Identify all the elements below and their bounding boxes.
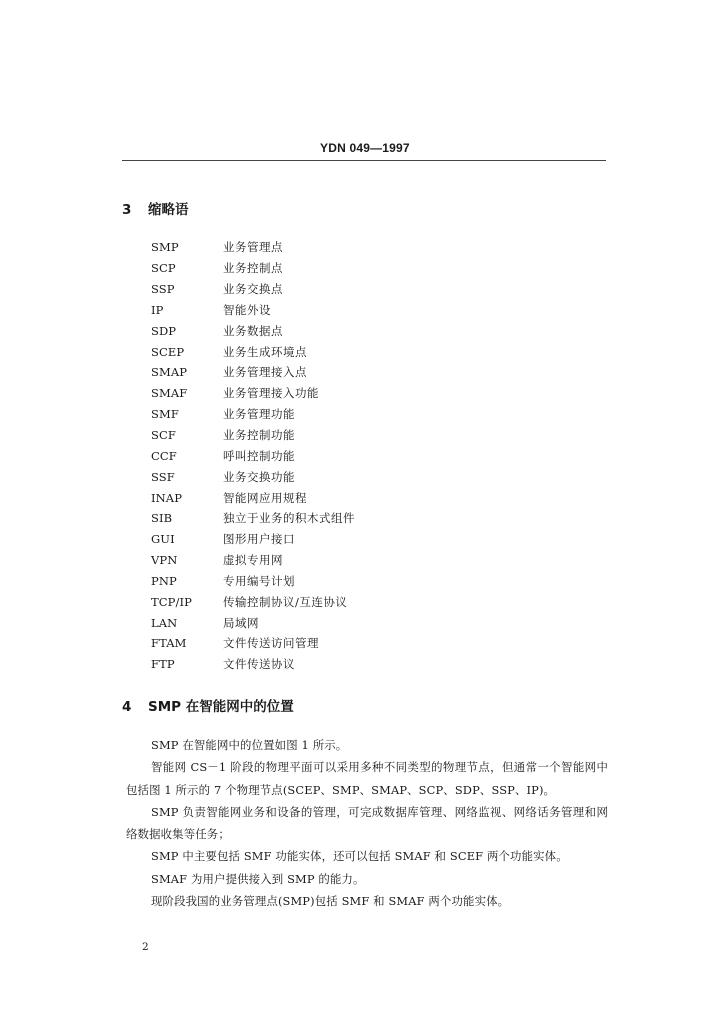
abbreviation-definition: 局域网 xyxy=(223,615,259,630)
abbreviation-row xyxy=(151,425,471,446)
abbreviation-row xyxy=(151,550,471,571)
body-paragraph: SMP 在智能网中的位置如图 1 所示。 xyxy=(151,738,348,752)
abbreviation-definition: 业务数据点 xyxy=(223,323,283,338)
abbreviation-definition: 业务交换功能 xyxy=(223,469,295,484)
abbreviation-term: SDP xyxy=(151,323,177,338)
abbreviation-term: SMAF xyxy=(151,386,188,401)
abbreviation-definition: 呼叫控制功能 xyxy=(223,448,295,463)
abbreviation-term: SCF xyxy=(151,428,176,443)
abbreviation-row xyxy=(151,654,471,675)
abbreviation-term: IP xyxy=(151,302,164,317)
abbreviation-row xyxy=(151,341,471,362)
abbreviation-row xyxy=(151,445,471,466)
abbreviation-row xyxy=(151,466,471,487)
abbreviation-term: SIB xyxy=(151,511,173,526)
section-3-number: 3 xyxy=(122,202,132,218)
abbreviation-definition: 业务生成环境点 xyxy=(223,344,307,359)
abbreviation-row xyxy=(151,612,471,633)
abbreviation-term: SMF xyxy=(151,407,179,422)
abbreviation-definition: 业务交换点 xyxy=(223,282,283,297)
abbreviation-row xyxy=(151,300,471,321)
section-4-title: SMP 在智能网中的位置 xyxy=(148,699,294,715)
body-paragraph: SMAF 为用户提供接入到 SMP 的能力。 xyxy=(151,871,365,886)
body-paragraph: SMP 负责智能网业务和设备的管理，可完成数据库管理、网络监视、网络话务管理和网络数据收集等任务； xyxy=(126,804,608,842)
section-4-number: 4 xyxy=(122,699,132,715)
abbreviation-row xyxy=(151,362,471,383)
abbreviation-definition: 文件传送协议 xyxy=(223,657,295,672)
abbreviation-definition: 业务控制点 xyxy=(223,261,283,276)
abbreviation-term: LAN xyxy=(151,615,178,630)
abbreviation-definition: 图形用户接口 xyxy=(223,532,295,547)
abbreviation-term: FTAM xyxy=(151,636,187,651)
abbreviation-list xyxy=(151,237,471,675)
section-3-heading xyxy=(122,198,189,218)
abbreviation-definition: 专用编号计划 xyxy=(223,573,295,588)
abbreviation-row xyxy=(151,591,471,612)
abbreviation-row xyxy=(151,383,471,404)
abbreviation-term: PNP xyxy=(151,573,177,588)
abbreviation-term: SSP xyxy=(151,282,175,297)
abbreviation-definition: 文件传送访问管理 xyxy=(223,636,319,651)
body-paragraph: 现阶段我国的业务管理点(SMP)包括 SMF 和 SMAF 两个功能实体。 xyxy=(151,894,510,909)
abbreviation-term: GUI xyxy=(151,532,175,547)
abbreviation-definition: 独立于业务的积木式组件 xyxy=(223,511,355,526)
abbreviation-definition: 业务管理接入功能 xyxy=(223,386,319,401)
abbreviation-definition: 业务管理点 xyxy=(223,240,283,255)
abbreviation-term: CCF xyxy=(151,448,177,463)
document-code: YDN 049—1997 xyxy=(320,141,410,155)
abbreviation-term: SCP xyxy=(151,261,176,276)
abbreviation-definition: 智能外设 xyxy=(223,302,271,317)
abbreviation-term: TCP/IP xyxy=(151,594,192,609)
abbreviation-term: SMP xyxy=(151,240,179,255)
page-number: 2 xyxy=(142,941,149,953)
body-paragraph: 智能网 CS－1 阶段的物理平面可以采用多种不同类型的物理节点，但通常一个智能网中包括图 1 所示的 7 个物理节点(SCEP、SMP、SMAP、SCP、SDP、SSP、IP)。 xyxy=(126,760,608,797)
abbreviation-term: SCEP xyxy=(151,344,185,359)
header-rule xyxy=(122,160,606,161)
abbreviation-row xyxy=(151,633,471,654)
abbreviation-row xyxy=(151,404,471,425)
abbreviation-definition: 智能网应用规程 xyxy=(223,490,307,505)
abbreviation-term: SMAP xyxy=(151,365,188,380)
abbreviation-definition: 业务管理功能 xyxy=(223,407,295,422)
section-3-title: 缩略语 xyxy=(148,202,189,218)
section-4-heading xyxy=(122,695,294,715)
abbreviation-term: INAP xyxy=(151,490,183,505)
abbreviation-term: SSF xyxy=(151,469,175,484)
body-paragraph: SMP 中主要包括 SMF 功能实体，还可以包括 SMAF 和 SCEF 两个功能实体。 xyxy=(151,849,568,864)
abbreviation-row xyxy=(151,279,471,300)
abbreviation-definition: 虚拟专用网 xyxy=(223,553,283,568)
abbreviation-definition: 传输控制协议/互连协议 xyxy=(223,594,348,609)
section-4-body xyxy=(126,734,608,912)
abbreviation-definition: 业务管理接入点 xyxy=(223,365,307,380)
abbreviation-row xyxy=(151,237,471,258)
abbreviation-definition: 业务控制功能 xyxy=(223,428,295,443)
abbreviation-row xyxy=(151,258,471,279)
abbreviation-row xyxy=(151,320,471,341)
abbreviation-row xyxy=(151,508,471,529)
abbreviation-term: FTP xyxy=(151,657,175,672)
abbreviation-row xyxy=(151,571,471,592)
abbreviation-row xyxy=(151,487,471,508)
abbreviation-term: VPN xyxy=(151,553,178,568)
abbreviation-row xyxy=(151,529,471,550)
